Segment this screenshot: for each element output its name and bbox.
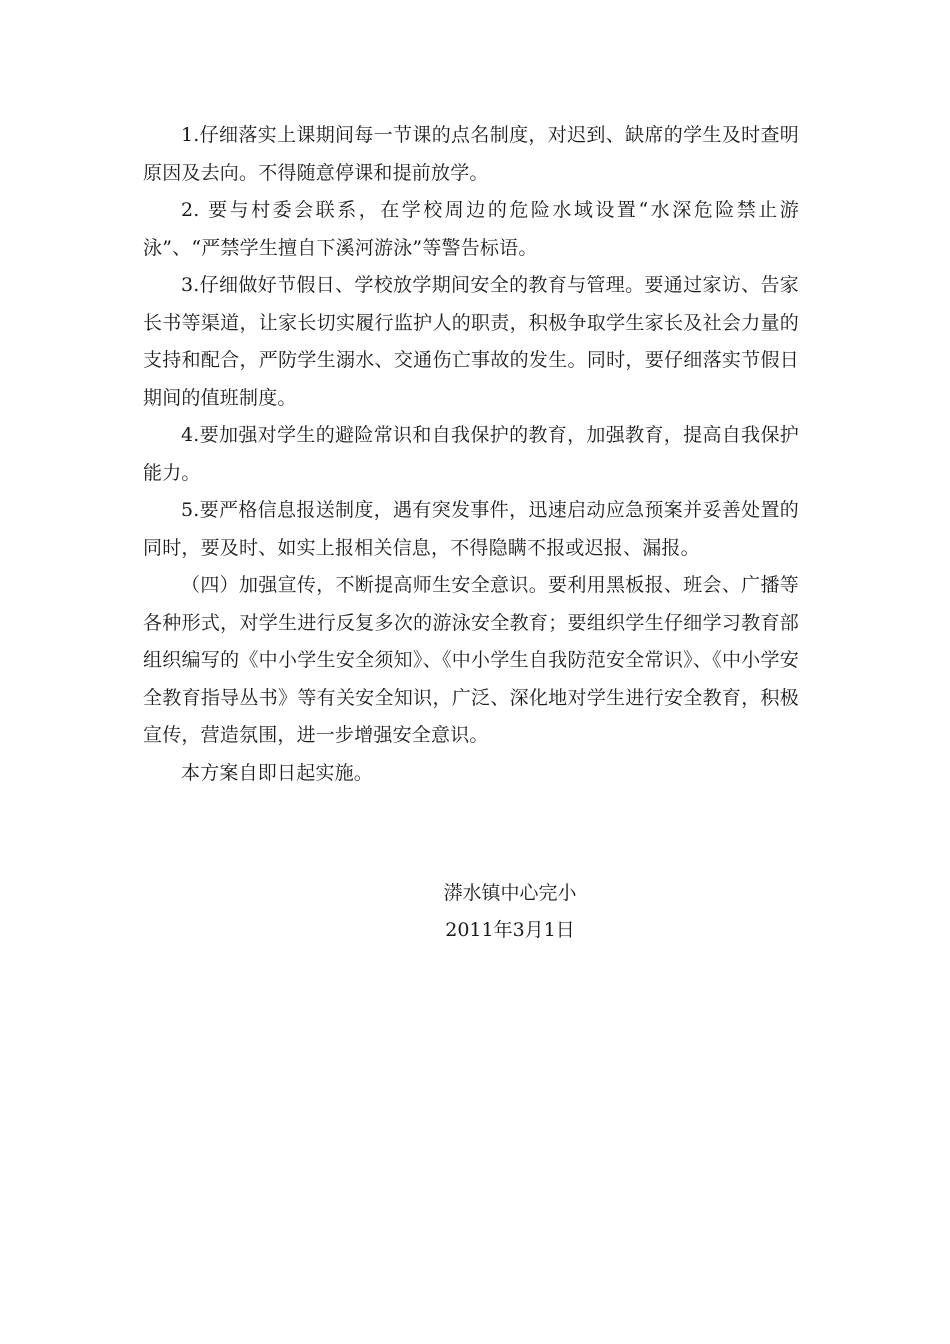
paragraph-item-2: 2. 要与村委会联系，在学校周边的危险水域设置“水深危险禁止游泳”、“严禁学生擅自下溪河游泳”等警告标语。 xyxy=(143,199,799,259)
paragraph-publicity: （四）加强宣传，不断提高师生安全意识。要利用黑板报、班会、广播等各种形式，对学生进行反复多次的游泳安全教育；要组织学生仔细学习教育部组织编写的《中小学生安全须知》、《中小学生自我防范安全常识》、《中小学安全教育指导丛书》等有关安全知识，广泛、深化地对学生进行安全教育，积极宣传，营造氛围，进一步增强安全意识。 xyxy=(143,574,799,746)
paragraph-item-5: 5.要严格信息报送制度，遇有突发事件，迅速启动应急预案并妥善处置的同时，要及时、如实上报相关信息，不得隐瞒不报或迟报、漏报。 xyxy=(143,499,799,559)
paragraph-item-1: 1.仔细落实上课期间每一节课的点名制度，对迟到、缺席的学生及时查明原因及去向。不得随意停课和提前放学。 xyxy=(143,124,799,184)
paragraph-item-4: 4.要加强对学生的避险常识和自我保护的教育，加强教育，提高自我保护能力。 xyxy=(143,424,799,484)
signature-organization: 漭水镇中心完小 xyxy=(443,882,577,904)
signature-date: 2011年3月1日 xyxy=(445,919,575,941)
paragraph-item-3: 3.仔细做好节假日、学校放学期间安全的教育与管理。要通过家访、告家长书等渠道，让家长切实履行监护人的职责，积极争取学生家长及社会力量的支持和配合，严防学生溺水、交通伤亡事故的发生。同时，要仔细落实节假日期间的值班制度。 xyxy=(143,274,799,409)
document-body xyxy=(143,117,799,792)
paragraph-effective: 本方案自即日起实施。 xyxy=(181,761,374,784)
